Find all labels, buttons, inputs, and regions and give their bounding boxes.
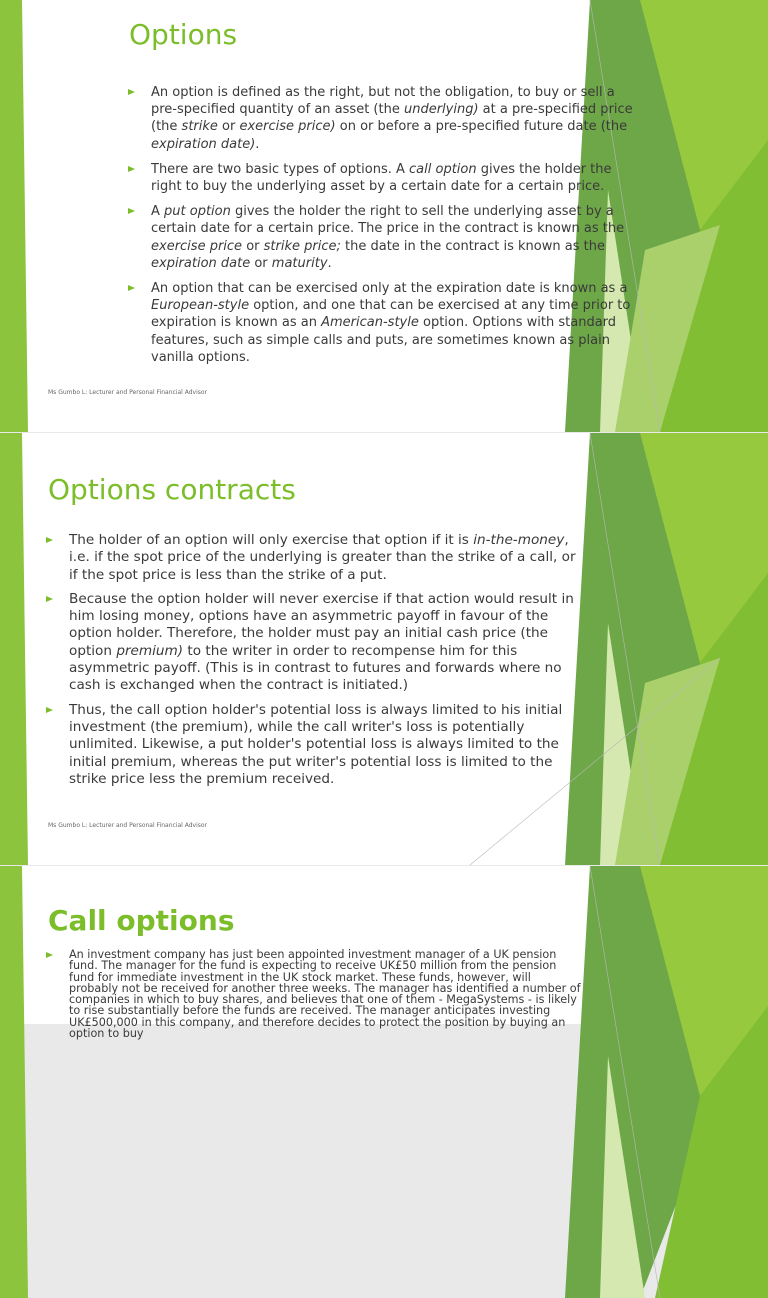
slide-title: Call options: [48, 904, 235, 937]
bullet-arrow-icon: [46, 707, 53, 713]
slide-footer: Ms Gumbo L: Lecturer and Personal Financial Advisor: [48, 389, 208, 396]
bullet-list: [69, 949, 581, 1039]
bullet-text: A put option gives the holder the right to sell the underlying asset by a certain date for a certain price. The price in the contract is known as the exercise price or strike price; the date in the contract is known as the expiration date or maturity.: [151, 204, 625, 271]
slide-options: [0, 0, 768, 432]
bullet-item: [151, 84, 641, 153]
bullet-text: An option is defined as the right, but not the obligation, to buy or sell a pre-specified quantity of an asset (the underlying) at a pre-specified price (the strike or exercise price) on or before a pre-specified future date (the expiration date).: [151, 85, 633, 152]
bullet-list: [151, 84, 641, 374]
bullet-list: [69, 532, 584, 795]
bullet-text: An option that can be exercised only at the expiration date is known as a European-style option, and one that can be exercised at any time prior to expiration is known as an American-style option. Options with standard features, such as simple calls and puts, are sometimes known as plain vanilla options.: [151, 281, 631, 365]
bullet-arrow-icon: [46, 952, 53, 958]
slide-call-options: [0, 866, 768, 1041]
bullet-item: [151, 280, 641, 366]
bullet-arrow-icon: [46, 537, 53, 543]
bullet-item: [69, 532, 584, 584]
bullet-text: An investment company has just been appointed investment manager of a UK pension fund. The manager for the fund is expecting to receive UK£50 million from the pension fund for immediate investment in the UK stock market. These funds, however, will probably not be received for another three weeks. The manager has identified a number of companies in which to buy shares, and believes that one of them - MegaSystems - is likely to rise substantially before the funds are received. The manager anticipates investing UK£500,000 in this company, and therefore decides to protect the position by buying an option to buy: [69, 948, 581, 1041]
bullet-item: [151, 161, 641, 195]
bullet-item: [69, 949, 581, 1039]
bullet-text: Thus, the call option holder's potential loss is always limited to his initial investment (the premium), while the call writer's loss is potentially unlimited. Likewise, a put holder's potential loss is always limited to the initial premium, whereas the put writer's potential loss is limited to the strike price less the premium received.: [69, 701, 563, 787]
bullet-arrow-icon: [128, 89, 135, 95]
bullet-text: There are two basic types of options. A call option gives the holder the right to buy the underlying asset by a certain date for a certain price.: [151, 161, 612, 195]
bullet-item: [69, 591, 584, 695]
bullet-arrow-icon: [128, 285, 135, 291]
slide-title: Options: [129, 18, 238, 51]
slide-options-contracts: [0, 433, 768, 865]
bullet-item: [69, 702, 584, 788]
bullet-item: [151, 203, 641, 272]
bullet-arrow-icon: [46, 596, 53, 602]
bullet-arrow-icon: [128, 166, 135, 172]
slide-footer: Ms Gumbo L: Lecturer and Personal Financial Advisor: [48, 822, 208, 829]
slide-title: Options contracts: [48, 473, 296, 506]
bullet-arrow-icon: [128, 208, 135, 214]
bullet-text: Because the option holder will never exercise if that action would result in him losing money, options have an asymmetric payoff in favour of the option holder. Therefore, the holder must pay an initial cash price (the option premium) to the writer in order to recompense him for this asymmetric payoff. (This is in contrast to futures and forwards where no cash is exchanged when the contract is initiated.): [69, 590, 574, 694]
bullet-text: The holder of an option will only exercise that option if it is in-the-money, i.e. if the spot price of the underlying is greater than the strike of a call, or if the spot price is less than the strike of a put.: [69, 532, 576, 583]
